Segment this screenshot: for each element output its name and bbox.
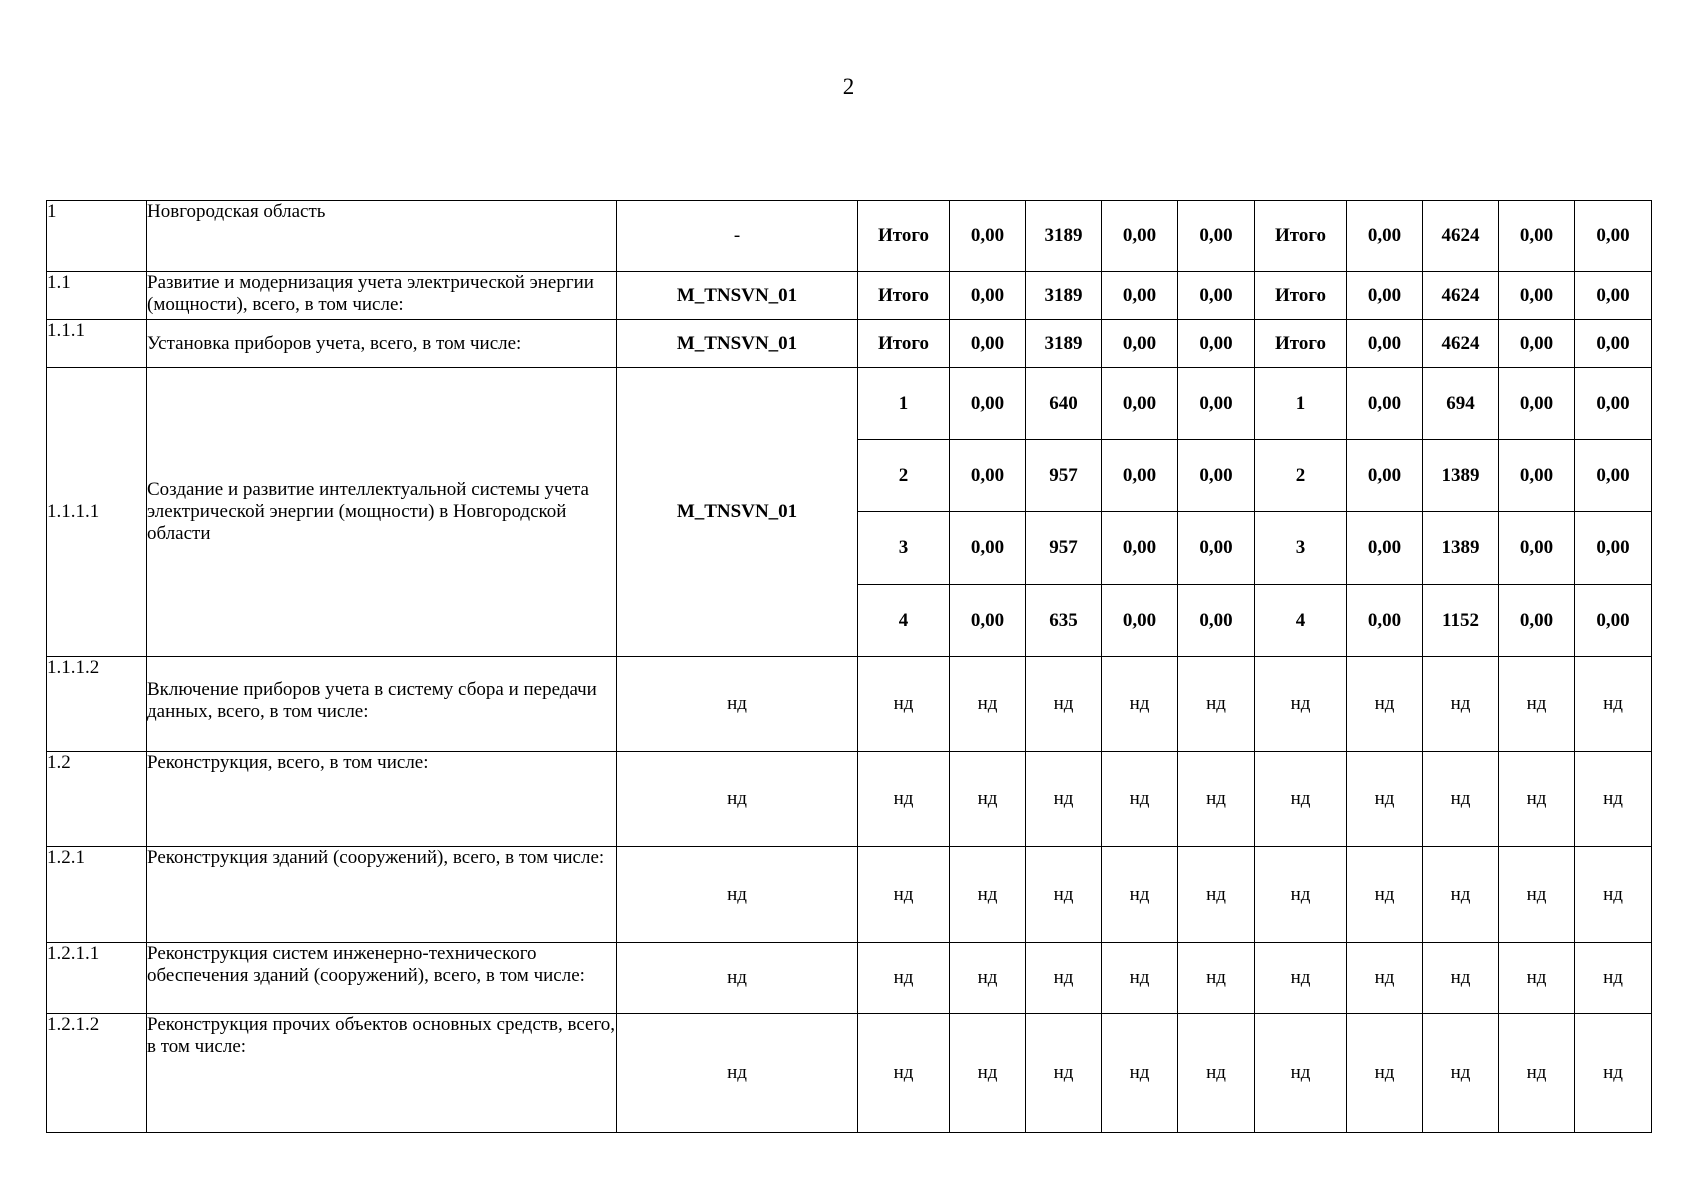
value-cell: нд: [1575, 943, 1652, 1014]
row-name: Реконструкция, всего, в том числе:: [147, 752, 617, 847]
value-cell: нд: [1178, 752, 1255, 847]
value-cell: нд: [950, 752, 1026, 847]
value-cell: 0,00: [1178, 440, 1255, 512]
value-cell: нд: [950, 1014, 1026, 1133]
value-cell: 0,00: [1102, 512, 1178, 585]
value-cell: 957: [1026, 512, 1102, 585]
value-cell: нд: [1102, 657, 1178, 752]
value-cell: нд: [1255, 657, 1347, 752]
value-cell: нд: [1575, 657, 1652, 752]
row-code: M_TNSVN_01: [617, 272, 858, 320]
row-number: 1.2.1.1: [47, 943, 147, 1014]
row-name: Создание и развитие интеллектуальной системы учета электрической энергии (мощности) в Новгородской области: [147, 368, 617, 657]
value-cell: 0,00: [1499, 272, 1575, 320]
value-cell: 1389: [1423, 440, 1499, 512]
row-name: Включение приборов учета в систему сбора и передачи данных, всего, в том числе:: [147, 657, 617, 752]
value-cell: нд: [1102, 1014, 1178, 1133]
value-cell: 0,00: [1178, 585, 1255, 657]
value-cell: нд: [1499, 943, 1575, 1014]
value-cell: Итого: [858, 272, 950, 320]
value-cell: 0,00: [1178, 512, 1255, 585]
table-row: [47, 272, 1652, 320]
value-cell: 3: [858, 512, 950, 585]
value-cell: нд: [1423, 1014, 1499, 1133]
value-cell: нд: [1102, 752, 1178, 847]
row-code: -: [617, 201, 858, 272]
value-cell: нд: [1347, 943, 1423, 1014]
value-cell: 4624: [1423, 320, 1499, 368]
value-cell: 0,00: [1499, 368, 1575, 440]
row-name: Новгородская область: [147, 201, 617, 272]
value-cell: нд: [1575, 1014, 1652, 1133]
value-cell: 0,00: [1102, 272, 1178, 320]
value-cell: 0,00: [1178, 368, 1255, 440]
table-row: [47, 320, 1652, 368]
value-cell: 0,00: [950, 440, 1026, 512]
value-cell: 0,00: [1347, 320, 1423, 368]
value-cell: 0,00: [950, 512, 1026, 585]
value-cell: нд: [1499, 847, 1575, 943]
value-cell: 0,00: [1575, 272, 1652, 320]
value-cell: нд: [1423, 847, 1499, 943]
table-row: [47, 201, 1652, 272]
value-cell: нд: [1026, 1014, 1102, 1133]
value-cell: 957: [1026, 440, 1102, 512]
value-cell: 0,00: [1499, 201, 1575, 272]
value-cell: нд: [1026, 752, 1102, 847]
value-cell: нд: [1026, 943, 1102, 1014]
row-number: 1: [47, 201, 147, 272]
row-name: Реконструкция зданий (сооружений), всего, в том числе:: [147, 847, 617, 943]
value-cell: нд: [1178, 943, 1255, 1014]
value-cell: Итого: [858, 201, 950, 272]
row-number: 1.1.1.1: [47, 368, 147, 657]
value-cell: 0,00: [1102, 440, 1178, 512]
value-cell: нд: [950, 847, 1026, 943]
value-cell: нд: [950, 943, 1026, 1014]
value-cell: 0,00: [1575, 585, 1652, 657]
value-cell: нд: [1026, 657, 1102, 752]
row-number: 1.1.1.2: [47, 657, 147, 752]
value-cell: нд: [1575, 847, 1652, 943]
investment-program-table: [46, 200, 1652, 1133]
row-name: Установка приборов учета, всего, в том числе:: [147, 320, 617, 368]
value-cell: 0,00: [1575, 320, 1652, 368]
value-cell: 0,00: [950, 272, 1026, 320]
value-cell: 0,00: [950, 320, 1026, 368]
value-cell: 1389: [1423, 512, 1499, 585]
row-code: нд: [617, 752, 858, 847]
row-number: 1.2: [47, 752, 147, 847]
row-name: Реконструкция прочих объектов основных средств, всего, в том числе:: [147, 1014, 617, 1133]
value-cell: нд: [1255, 752, 1347, 847]
value-cell: 3: [1255, 512, 1347, 585]
value-cell: 3189: [1026, 320, 1102, 368]
value-cell: 0,00: [1347, 201, 1423, 272]
row-number: 1.2.1: [47, 847, 147, 943]
value-cell: 0,00: [1575, 440, 1652, 512]
row-code: M_TNSVN_01: [617, 368, 858, 657]
value-cell: 0,00: [1499, 320, 1575, 368]
value-cell: 0,00: [1347, 368, 1423, 440]
value-cell: нд: [1347, 847, 1423, 943]
value-cell: 4624: [1423, 201, 1499, 272]
value-cell: 0,00: [1347, 272, 1423, 320]
table-row: [47, 847, 1652, 943]
value-cell: нд: [1102, 943, 1178, 1014]
value-cell: 0,00: [1575, 201, 1652, 272]
value-cell: нд: [1423, 752, 1499, 847]
value-cell: 0,00: [1102, 320, 1178, 368]
value-cell: 635: [1026, 585, 1102, 657]
row-code: нд: [617, 1014, 858, 1133]
value-cell: 1152: [1423, 585, 1499, 657]
value-cell: нд: [858, 752, 950, 847]
table-row: [47, 1014, 1652, 1133]
value-cell: нд: [1347, 1014, 1423, 1133]
value-cell: 0,00: [1102, 368, 1178, 440]
row-code: M_TNSVN_01: [617, 320, 858, 368]
row-code: нд: [617, 943, 858, 1014]
value-cell: Итого: [1255, 320, 1347, 368]
value-cell: нд: [858, 1014, 950, 1133]
table-row: [47, 368, 1652, 440]
value-cell: 0,00: [1178, 272, 1255, 320]
value-cell: нд: [1102, 847, 1178, 943]
value-cell: 1: [858, 368, 950, 440]
value-cell: нд: [1499, 657, 1575, 752]
value-cell: нд: [858, 657, 950, 752]
row-name: Развитие и модернизация учета электрической энергии (мощности), всего, в том числе:: [147, 272, 617, 320]
value-cell: 0,00: [950, 368, 1026, 440]
value-cell: нд: [1178, 657, 1255, 752]
row-number: 1.1: [47, 272, 147, 320]
value-cell: 3189: [1026, 272, 1102, 320]
value-cell: нд: [1255, 847, 1347, 943]
value-cell: 0,00: [1347, 512, 1423, 585]
value-cell: нд: [1423, 943, 1499, 1014]
value-cell: 0,00: [1499, 585, 1575, 657]
table-row: [47, 752, 1652, 847]
value-cell: нд: [1178, 847, 1255, 943]
value-cell: 0,00: [1499, 512, 1575, 585]
value-cell: 640: [1026, 368, 1102, 440]
value-cell: 2: [858, 440, 950, 512]
value-cell: нд: [1499, 1014, 1575, 1133]
value-cell: нд: [1178, 1014, 1255, 1133]
value-cell: 0,00: [1102, 201, 1178, 272]
value-cell: 0,00: [950, 585, 1026, 657]
value-cell: нд: [1423, 657, 1499, 752]
value-cell: 0,00: [1102, 585, 1178, 657]
value-cell: 2: [1255, 440, 1347, 512]
value-cell: 0,00: [1347, 440, 1423, 512]
value-cell: 4: [858, 585, 950, 657]
value-cell: нд: [1255, 943, 1347, 1014]
table-row: [47, 943, 1652, 1014]
table-row: [47, 657, 1652, 752]
value-cell: Итого: [1255, 201, 1347, 272]
value-cell: Итого: [1255, 272, 1347, 320]
value-cell: 4: [1255, 585, 1347, 657]
value-cell: 0,00: [1575, 512, 1652, 585]
value-cell: 0,00: [950, 201, 1026, 272]
value-cell: 0,00: [1499, 440, 1575, 512]
value-cell: нд: [1347, 752, 1423, 847]
value-cell: Итого: [858, 320, 950, 368]
row-name: Реконструкция систем инженерно-технического обеспечения зданий (сооружений), всего, в том числе:: [147, 943, 617, 1014]
value-cell: 1: [1255, 368, 1347, 440]
value-cell: 694: [1423, 368, 1499, 440]
row-code: нд: [617, 847, 858, 943]
value-cell: нд: [1026, 847, 1102, 943]
page-number: 2: [842, 74, 855, 99]
row-number: 1.1.1: [47, 320, 147, 368]
value-cell: 4624: [1423, 272, 1499, 320]
value-cell: 0,00: [1178, 201, 1255, 272]
value-cell: 0,00: [1347, 585, 1423, 657]
row-code: нд: [617, 657, 858, 752]
value-cell: нд: [1255, 1014, 1347, 1133]
value-cell: нд: [858, 943, 950, 1014]
value-cell: 0,00: [1575, 368, 1652, 440]
row-number: 1.2.1.2: [47, 1014, 147, 1133]
value-cell: нд: [858, 847, 950, 943]
value-cell: 0,00: [1178, 320, 1255, 368]
value-cell: нд: [1499, 752, 1575, 847]
value-cell: 3189: [1026, 201, 1102, 272]
value-cell: нд: [1575, 752, 1652, 847]
value-cell: нд: [950, 657, 1026, 752]
value-cell: нд: [1347, 657, 1423, 752]
